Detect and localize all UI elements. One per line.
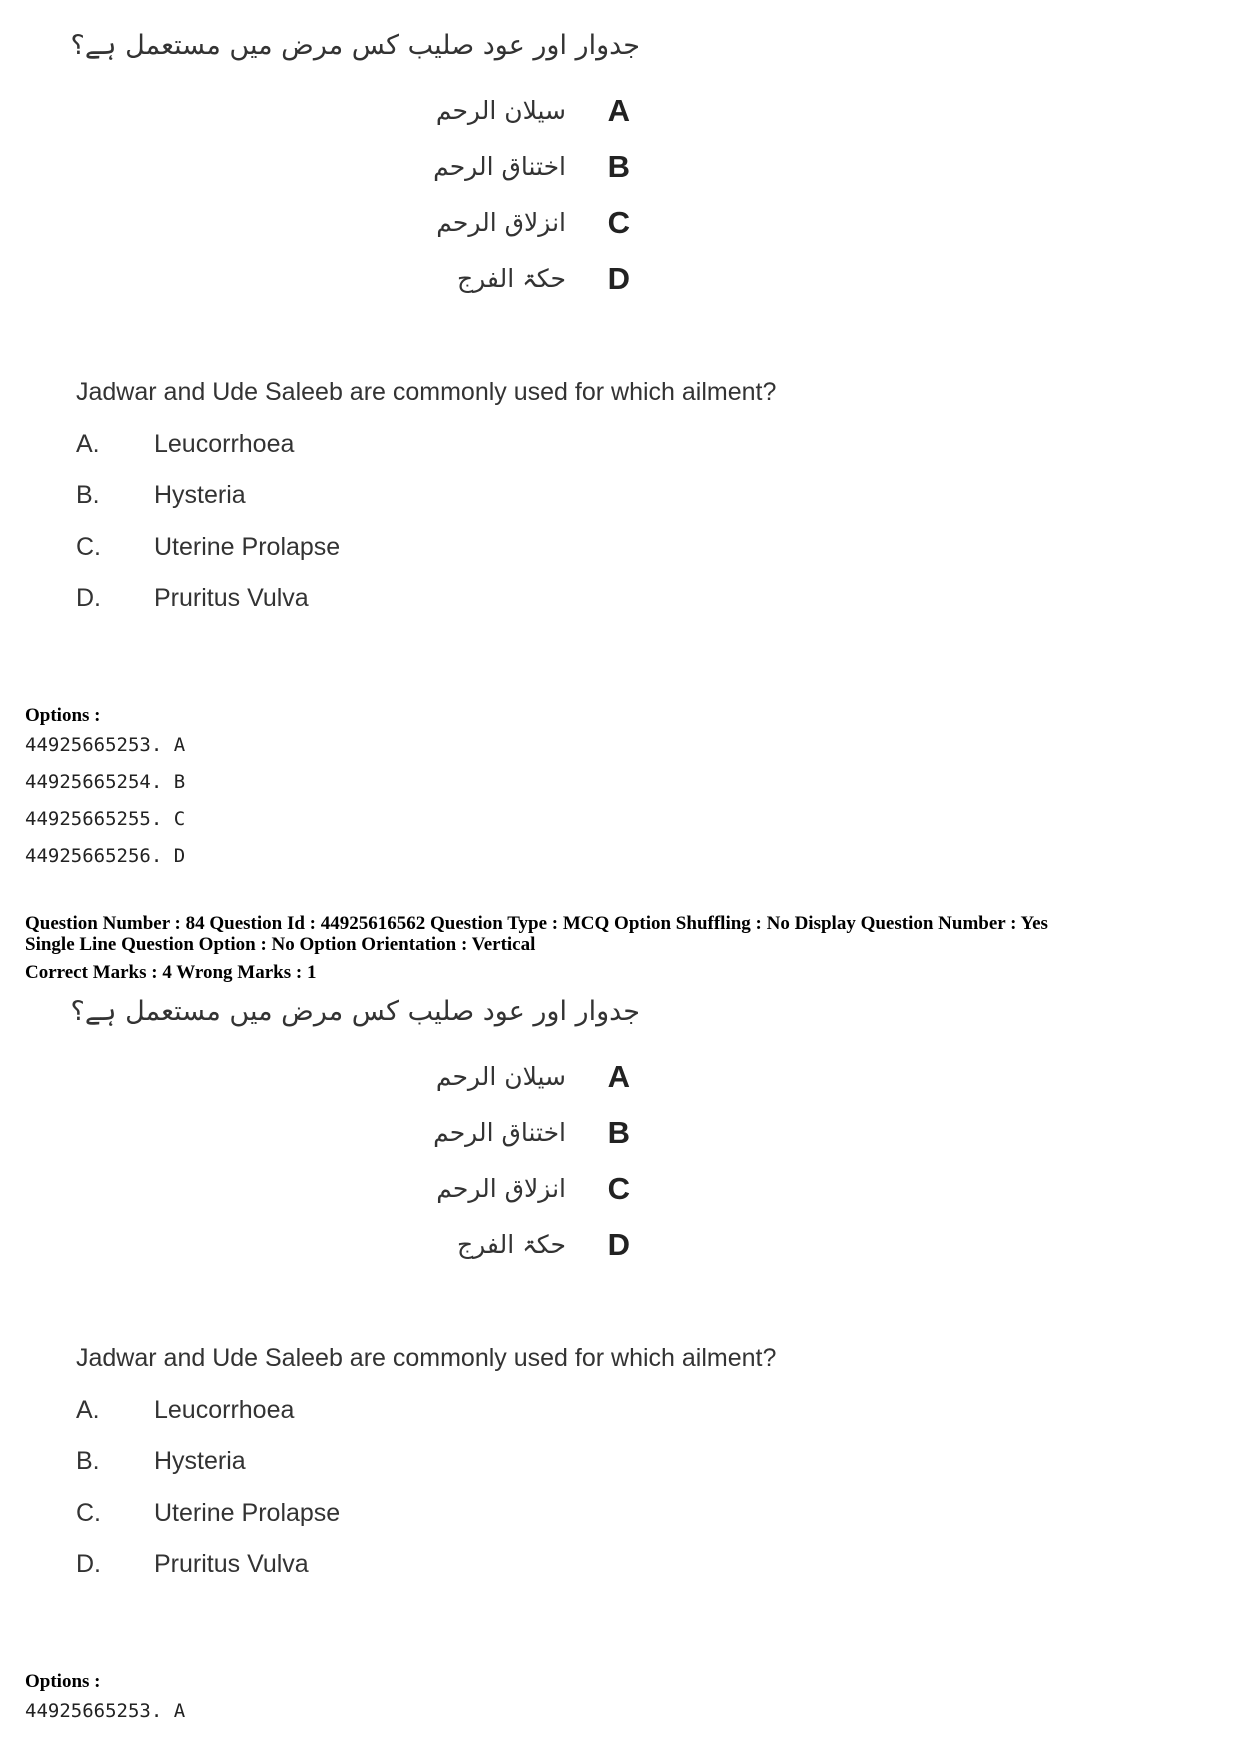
english-option-text: Hysteria [154,481,246,509]
english-option-a [76,430,576,466]
options-label: Options : [25,1671,101,1692]
urdu-option-letter: D [607,261,630,296]
english-question-text: Jadwar and Ude Saleeb are commonly used for which ailment? [76,1344,777,1372]
option-id-row: 44925665255. C [25,808,186,830]
urdu-option-letter: D [607,1227,630,1262]
urdu-option-d [400,1227,630,1280]
urdu-option-b [400,149,630,202]
urdu-option-letter: B [607,149,630,184]
urdu-option-text: انزلاق الرحم [436,1174,566,1203]
english-option-a [76,1396,576,1432]
urdu-option-d [400,261,630,314]
options-label: Options : [25,705,101,726]
urdu-option-text: اختناق الرحم [433,152,566,181]
urdu-option-a [400,1059,630,1112]
urdu-option-text: اختناق الرحم [433,1118,566,1147]
urdu-option-c [400,205,630,258]
question-meta-line: Single Line Question Option : No Option Orientation : Vertical [25,934,536,955]
english-option-letter: C. [76,1499,101,1527]
english-question-text: Jadwar and Ude Saleeb are commonly used for which ailment? [76,378,777,406]
english-option-b [76,481,576,517]
english-option-letter: D. [76,1550,101,1578]
urdu-question-text: جدوار اور عود صلیب کس مرض میں مستعمل ہے؟ [70,30,640,61]
english-option-d [76,584,576,620]
english-option-text: Pruritus Vulva [154,1550,309,1578]
urdu-option-text: حکۃ الفرج [457,1230,566,1259]
english-option-text: Leucorrhoea [154,1396,295,1424]
english-option-text: Hysteria [154,1447,246,1475]
question-meta-line: Question Number : 84 Question Id : 44925616562 Question Type : MCQ Option Shuffling : No Display Question Number : Yes [25,913,1048,934]
question-marks-line: Correct Marks : 4 Wrong Marks : 1 [25,962,317,983]
urdu-option-b [400,1115,630,1168]
urdu-option-c [400,1171,630,1224]
english-option-letter: A. [76,430,100,458]
english-option-letter: A. [76,1396,100,1424]
english-option-letter: D. [76,584,101,612]
english-option-text: Leucorrhoea [154,430,295,458]
english-option-text: Pruritus Vulva [154,584,309,612]
urdu-option-letter: C [607,205,630,240]
option-id-row: 44925665253. A [25,1700,186,1722]
option-id-row: 44925665254. B [25,771,186,793]
urdu-option-letter: A [607,93,630,128]
english-option-letter: B. [76,481,100,509]
english-option-letter: C. [76,533,101,561]
english-option-letter: B. [76,1447,100,1475]
urdu-option-text: سیلان الرحم [435,1062,566,1091]
english-option-c [76,533,576,569]
urdu-option-a [400,93,630,146]
english-option-d [76,1550,576,1586]
urdu-option-letter: C [607,1171,630,1206]
option-id-row: 44925665253. A [25,734,186,756]
urdu-option-letter: A [607,1059,630,1094]
option-id-row: 44925665256. D [25,845,186,867]
english-option-text: Uterine Prolapse [154,533,341,561]
english-option-b [76,1447,576,1483]
urdu-question-text: جدوار اور عود صلیب کس مرض میں مستعمل ہے؟ [70,996,640,1027]
english-option-text: Uterine Prolapse [154,1499,341,1527]
urdu-option-text: سیلان الرحم [435,96,566,125]
english-option-c [76,1499,576,1535]
urdu-option-text: حکۃ الفرج [457,264,566,293]
urdu-option-text: انزلاق الرحم [436,208,566,237]
urdu-option-letter: B [607,1115,630,1150]
